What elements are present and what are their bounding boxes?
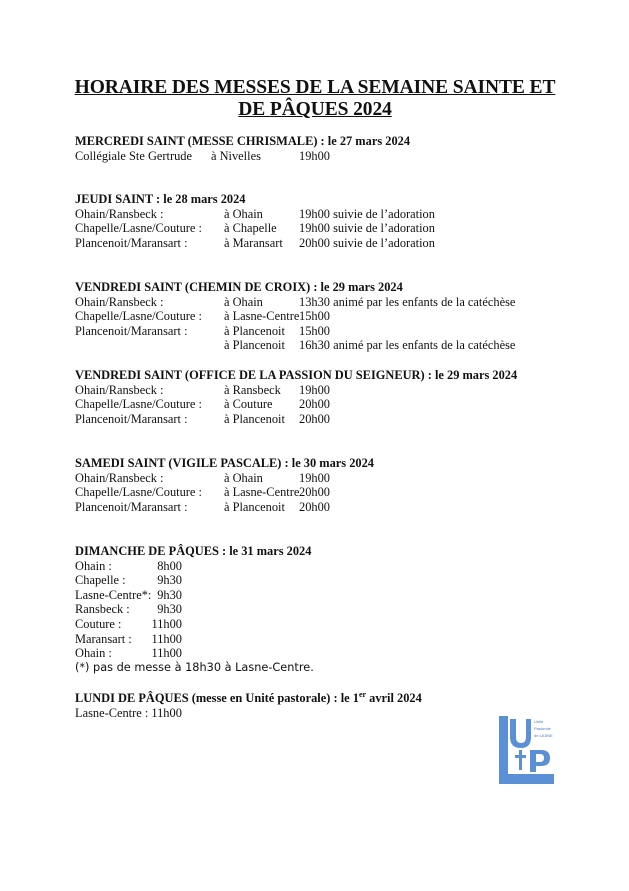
row-parish: Ohain/Ransbeck : (75, 382, 164, 397)
row-parish: Chapelle/Lasne/Couture : (75, 309, 202, 324)
row-location: à Ohain (224, 470, 263, 485)
row-place: Couture : (75, 616, 122, 631)
row-location: à Couture (224, 397, 273, 412)
schedule-row (75, 235, 435, 251)
row-location: à Nivelles (211, 148, 261, 163)
heading-text-end: avril 2024 (366, 691, 422, 705)
row-location: à Plancenoit (224, 338, 285, 353)
row-time: 19h00 (299, 148, 330, 163)
row-place: Ohain : (75, 558, 112, 573)
schedule-row (75, 397, 517, 412)
section-vendredi-saint-office (75, 368, 517, 426)
row-time: 20h00 (299, 397, 330, 412)
section-heading: VENDREDI SAINT (CHEMIN DE CROIX) : le 29 mars 2024 (75, 280, 403, 294)
section-vendredi-saint-chemin-de-croix (75, 280, 516, 353)
row-location: à Lasne-Centre (224, 485, 300, 500)
row-time: 13h30 animé par les enfants de la catéchèse (299, 294, 516, 309)
easter-row (75, 602, 314, 617)
row-time: 20h00 (299, 499, 330, 514)
row-place: Ohain : (75, 646, 112, 661)
logo-letter-p (530, 750, 550, 772)
row-parish: Ohain/Ransbeck : (75, 470, 164, 485)
section-lundi-de-paques (75, 691, 422, 720)
row-time: 20h00 (299, 485, 330, 500)
row-time: 9h30 (157, 573, 182, 588)
row-location: à Ohain (224, 206, 263, 221)
section-heading: DIMANCHE DE PÂQUES : le 31 mars 2024 (75, 544, 312, 558)
schedule-row (75, 294, 516, 310)
easter-row (75, 588, 314, 603)
section-dimanche-de-paques (75, 544, 314, 675)
row-location: à Ohain (224, 294, 263, 309)
schedule-row (75, 324, 403, 339)
schedule-line: Lasne-Centre : 11h00 (75, 705, 182, 720)
row-place: Ransbeck : (75, 602, 130, 617)
easter-row (75, 573, 314, 588)
footnote: (*) pas de messe à 18h30 à Lasne-Centre. (75, 660, 314, 674)
row-location: à Plancenoit (224, 499, 285, 514)
row-parish: Chapelle/Lasne/Couture : (75, 397, 202, 412)
row-place: Chapelle : (75, 573, 126, 588)
schedule-row (75, 485, 374, 500)
logo-text: Pastorale (534, 726, 551, 731)
row-parish: Collégiale Ste Gertrude (75, 148, 192, 163)
section-jeudi-saint (75, 192, 435, 250)
schedule-row (75, 206, 435, 222)
easter-row (75, 646, 314, 661)
row-location: à Ransbeck (224, 382, 281, 397)
row-time: 16h30 animé par les enfants de la catéchèse (299, 338, 516, 353)
row-time: 20h00 (299, 411, 330, 426)
schedule-row (75, 221, 435, 236)
row-time: 9h30 (157, 587, 182, 602)
row-location: à Plancenoit (224, 323, 285, 338)
logo-letter-u (510, 719, 531, 748)
row-parish: Plancenoit/Maransart : (75, 235, 188, 250)
row-time: 11h00 (151, 616, 182, 631)
heading-text: LUNDI DE PÂQUES (messe en Unité pastorale) : le 1 (75, 691, 359, 705)
row-location: à Plancenoit (224, 411, 285, 426)
row-time: 15h00 (299, 309, 330, 324)
heading-superscript: er (358, 690, 367, 699)
row-time: 15h00 (299, 323, 330, 338)
row-time: 19h00 (299, 470, 330, 485)
row-location: à Lasne-Centre (224, 309, 300, 324)
unite-pastorale-logo (497, 714, 557, 786)
section-heading: SAMEDI SAINT (VIGILE PASCALE) : le 30 mars 2024 (75, 456, 375, 470)
row-parish: Ohain/Ransbeck : (75, 294, 164, 309)
title-line-2: DE PÂQUES 2024 (238, 99, 392, 120)
row-parish: Ohain/Ransbeck : (75, 206, 164, 221)
row-parish: Chapelle/Lasne/Couture : (75, 485, 202, 500)
row-time: 8h00 (157, 558, 182, 573)
row-place: Lasne-Centre*: (75, 587, 152, 602)
section-heading: MERCREDI SAINT (MESSE CHRISMALE) : le 27 mars 2024 (75, 134, 411, 148)
schedule-row (75, 471, 374, 486)
section-heading (75, 691, 422, 706)
easter-row (75, 559, 314, 574)
row-time: 11h00 (151, 646, 182, 661)
row-location: à Chapelle (224, 221, 277, 236)
schedule-row (75, 309, 403, 324)
schedule-row (75, 149, 410, 164)
row-parish: Chapelle/Lasne/Couture : (75, 221, 202, 236)
title-line-1: HORAIRE DES MESSES DE LA SEMAINE SAINTE ET (74, 77, 556, 98)
schedule-row (75, 412, 517, 427)
schedule-row (75, 338, 516, 353)
row-location: à Maransart (224, 235, 283, 250)
logo-text: Unité (534, 719, 544, 724)
row-parish: Plancenoit/Maransart : (75, 323, 188, 338)
schedule-row (75, 383, 517, 398)
logo-text: de LASNE (534, 733, 553, 738)
row-time: 20h00 suivie de l’adoration (299, 235, 435, 250)
row-time: 19h00 suivie de l’adoration (299, 221, 435, 236)
section-heading: VENDREDI SAINT (OFFICE DE LA PASSION DU SEIGNEUR) : le 29 mars 2024 (75, 368, 518, 382)
section-samedi-saint (75, 456, 374, 514)
row-parish: Plancenoit/Maransart : (75, 411, 188, 426)
logo-cross-icon (515, 750, 526, 770)
schedule-row (75, 500, 374, 515)
row-parish: Plancenoit/Maransart : (75, 499, 188, 514)
row-place: Maransart : (75, 631, 132, 646)
page-title (60, 77, 570, 121)
section-heading: JEUDI SAINT : le 28 mars 2024 (75, 192, 246, 206)
row-time: 19h00 suivie de l’adoration (299, 206, 435, 221)
row-time: 19h00 (299, 382, 330, 397)
row-time: 9h30 (157, 602, 182, 617)
row-time: 11h00 (151, 631, 182, 646)
easter-row (75, 632, 314, 647)
section-mercredi-saint (75, 134, 410, 163)
easter-row (75, 617, 314, 632)
